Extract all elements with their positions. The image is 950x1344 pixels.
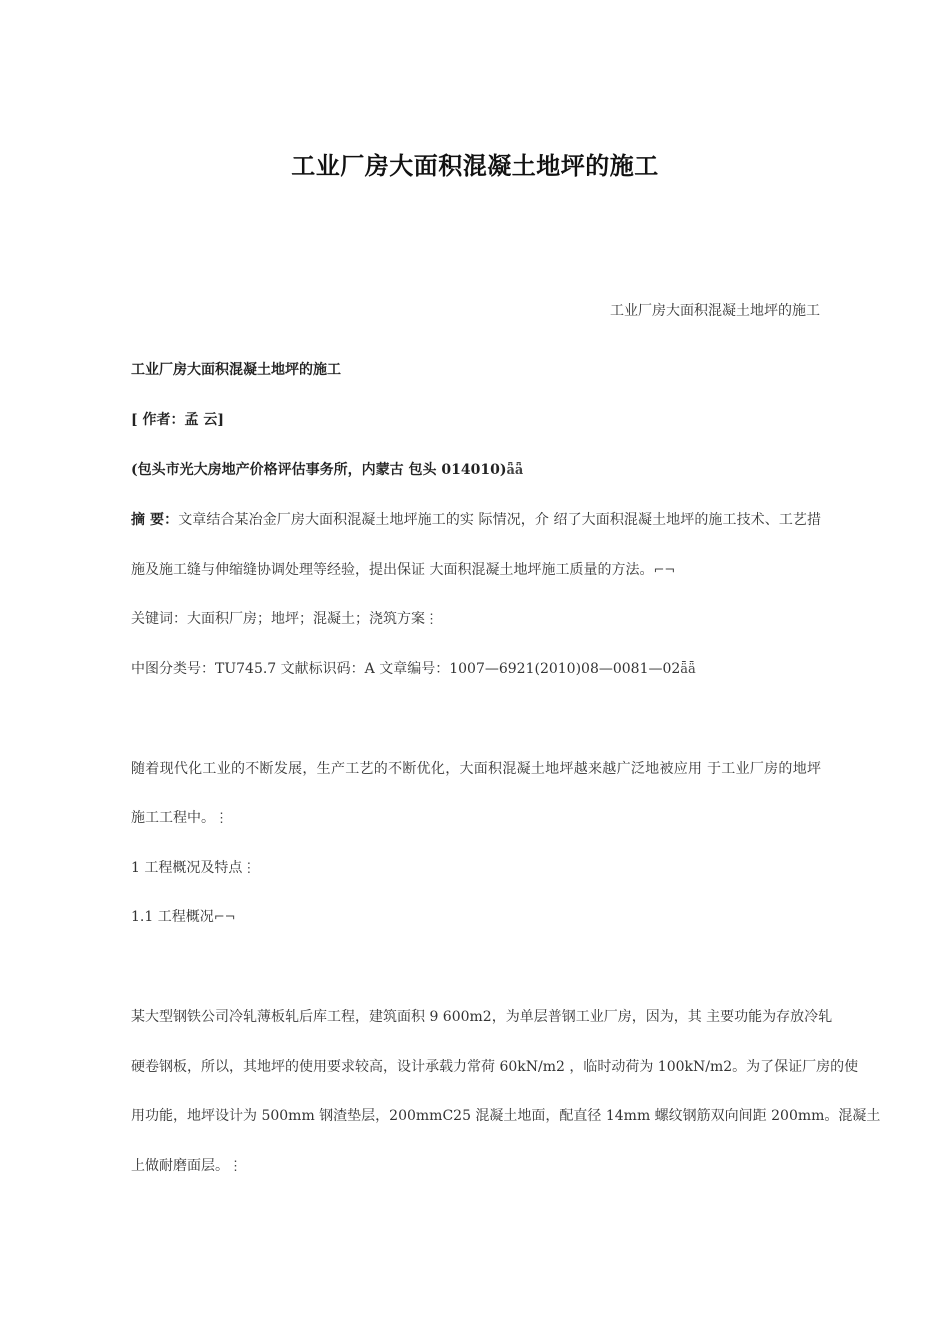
section-1-text: 1 工程概况及特点 [131, 860, 243, 876]
author-line: [ 作者：孟 云] [131, 412, 224, 428]
classification-mark: ǟǟ [680, 662, 696, 677]
section-1-mark: ⋮ [242, 861, 256, 876]
abstract-mark: ⌐¬ [653, 563, 676, 578]
affiliation-mark: ǟǟ [506, 463, 524, 478]
section-1-1-mark: ⌐¬ [213, 910, 236, 925]
body-line-2: 硬卷钢板，所以，其地坪的使用要求较高，设计承载力常荷 60kN/m2 ，临时动荷为 100kN/m2。为了保证厂房的使 [131, 1059, 859, 1075]
classification-text: 中图分类号：TU745.7 文献标识码：A 文章编号：1007—6921(2010)08—0081—02 [131, 661, 681, 677]
intro-line-1: 随着现代化工业的不断发展，生产工艺的不断优化，大面积混凝土地坪越来越广泛地被应用 于工业厂房的地坪 [131, 761, 821, 777]
section-1-heading [131, 858, 821, 879]
body-line-3: 用功能，地坪设计为 500mm 钢渣垫层，200mmC25 混凝土地面，配直径 14mm 螺纹钢筋双向间距 200mm。混凝土 [131, 1108, 881, 1124]
classification-line [131, 659, 821, 680]
abstract-text-2: 施及施工缝与伸缩缝协调处理等经验，提出保证 大面积混凝土地坪施工质量的方法。 [131, 562, 654, 578]
abstract-text-1: 文章结合某冶金厂房大面积混凝土地坪施工的实 际情况，介 绍了大面积混凝土地坪的施工技术、工艺措 [178, 512, 821, 528]
abstract-line-2 [131, 560, 821, 581]
keywords-text: 关键词：大面积厂房；地坪；混凝土；浇筑方案 [131, 611, 425, 627]
affiliation-text: (包头市光大房地产价格评估事务所，内蒙古 包头 014010) [131, 462, 507, 478]
section-1-1-text: 1.1 工程概况 [131, 909, 214, 925]
body-line-1: 某大型钢铁公司冷轧薄板轧后库工程，建筑面积 9 600m2，为单层普钢工业厂房，因为，其 主要功能为存放冷轧 [131, 1009, 833, 1025]
affiliation-line [131, 460, 821, 481]
section-1-1-heading [131, 907, 821, 928]
body-line-4 [131, 1156, 821, 1177]
abstract-label: 摘 要： [131, 512, 179, 528]
intro-line-2 [131, 808, 821, 829]
intro-mark: ⋮ [215, 811, 228, 826]
article-heading: 工业厂房大面积混凝土地坪的施工 [131, 362, 341, 378]
document-title: 工业厂房大面积混凝土地坪的施工 [291, 151, 659, 180]
running-header-title: 工业厂房大面积混凝土地坪的施工 [610, 303, 820, 319]
body-mark: ⋮ [229, 1159, 242, 1174]
keywords-line [131, 609, 821, 630]
keywords-mark: ⋮ [425, 612, 438, 627]
intro-text-2: 施工工程中。 [131, 810, 215, 826]
body-text-4: 上做耐磨面层。 [131, 1158, 229, 1174]
abstract-line-1 [131, 510, 821, 530]
